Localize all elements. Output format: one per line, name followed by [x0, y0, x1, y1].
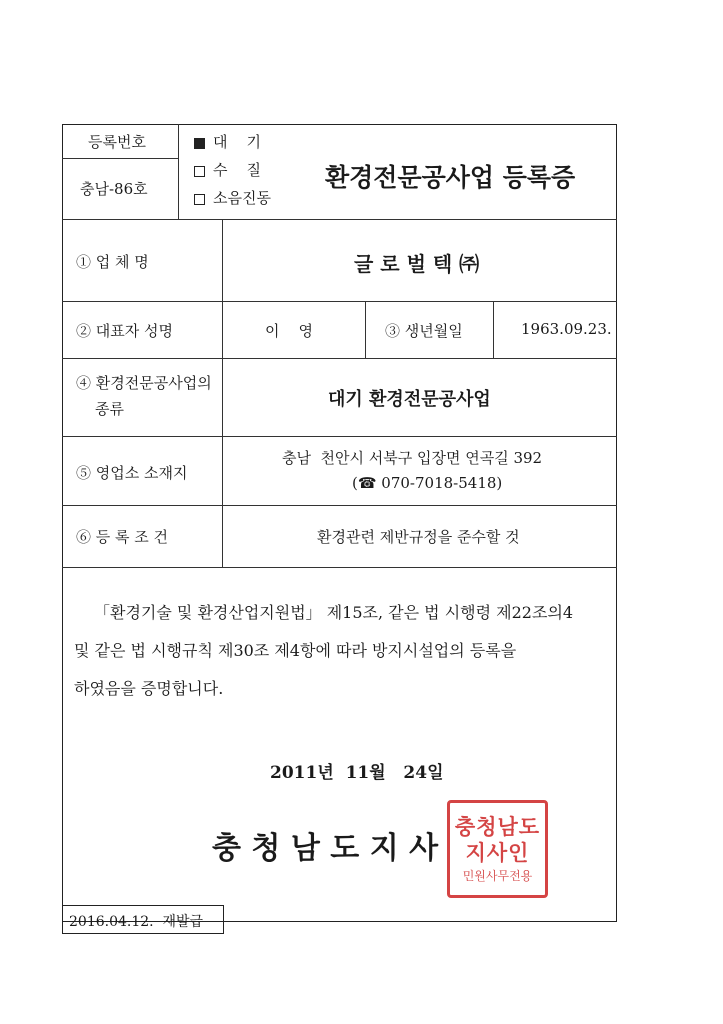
reg-no-divider: [62, 158, 178, 159]
condition-value: 환경관련 제반규정을 준수할 것: [317, 528, 520, 546]
birthdate-value: 1963.09.23.: [521, 320, 612, 338]
rep-divider-a: [365, 301, 366, 358]
body-line-1: 「환경기술 및 환경산업지원법」 제15조, 같은 법 시행령 제22조의4: [94, 603, 574, 622]
body-line-3: 하였음을 증명합니다.: [74, 679, 224, 698]
condition-label: ⑥ 등 록 조 건: [76, 528, 169, 546]
category-noise: 소음진동: [194, 187, 271, 208]
document-title: 환경전문공사업 등록증: [325, 163, 576, 192]
official-seal-stamp: [447, 800, 548, 898]
phone-value: (☎ 070-7018-5418): [352, 474, 503, 492]
business-type: 대기 환경전문공사업: [328, 389, 491, 410]
issue-date: 2011년 11월 24일: [270, 763, 444, 783]
row-divider-5: [62, 505, 617, 506]
checkbox-empty-icon: [194, 194, 205, 205]
row-divider-2: [62, 301, 617, 302]
representative-name: 이 영: [265, 322, 314, 340]
row-divider-6: [62, 567, 617, 568]
company-name: 글 로 벌 텍 ㈜: [354, 252, 480, 276]
checkbox-empty-icon: [194, 166, 205, 177]
seal-line-3: 민원사무전용: [462, 869, 533, 883]
row-divider-1: [62, 219, 617, 220]
label-column-divider: [222, 219, 223, 567]
address-label: ⑤ 영업소 소재지: [76, 464, 188, 482]
address-value: 충남 천안시 서북구 입장면 연곡길 392: [282, 449, 543, 467]
row-divider-4: [62, 436, 617, 437]
row-divider-3: [62, 358, 617, 359]
issuer-name: 충 청 남 도 지 사: [212, 831, 439, 866]
representative-label: ② 대표자 성명: [76, 322, 173, 340]
category-air: 대 기: [194, 131, 261, 152]
reg-no-label: 등록번호: [88, 133, 146, 151]
header-divider-1: [178, 124, 179, 219]
seal-line-1: 충청남도: [454, 815, 541, 839]
company-label: ① 업 체 명: [76, 253, 149, 271]
checkbox-checked-icon: [194, 138, 205, 149]
birthdate-label: ③ 생년월일: [385, 322, 463, 340]
reissue-box: [62, 905, 224, 934]
reissue-text: 2016.04.12. 재발급: [69, 914, 204, 930]
category-water: 수 질: [194, 159, 261, 180]
reg-no-value: 충남-86호: [80, 180, 148, 198]
business-type-label-1: ④ 환경전문공사업의: [76, 374, 212, 392]
business-type-label-2: 종류: [95, 400, 124, 418]
seal-line-2: 지사인: [465, 841, 530, 865]
body-line-2: 및 같은 법 시행규칙 제30조 제4항에 따라 방지시설업의 등록을: [74, 641, 517, 660]
rep-divider-b: [493, 301, 494, 358]
